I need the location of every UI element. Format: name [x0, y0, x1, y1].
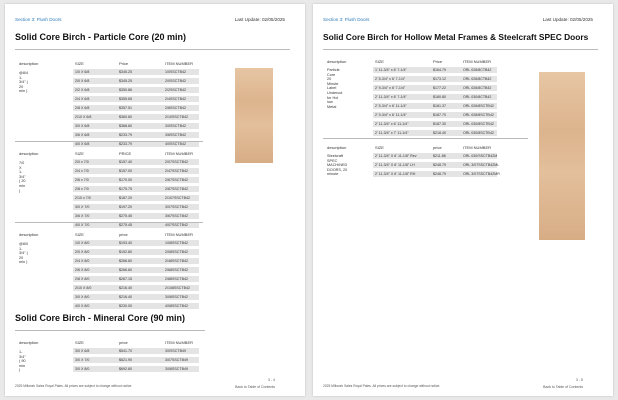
section-link[interactable]: Section 3: Flush Doors: [323, 17, 370, 22]
cell-item: 2/108SSCTB42: [165, 285, 190, 290]
cell-item: ORL 3/07SSCTB42ML: [463, 162, 500, 167]
row-description: 7/0 X 1-3/4" ( 20 min ): [19, 161, 26, 193]
cell-price: $187.70: [433, 112, 446, 117]
last-update: Last Update: 02/05/2025: [542, 17, 593, 22]
column-header-item: ITEM NUMBER: [165, 340, 193, 345]
cell-size: 2/4 X 6/8: [75, 96, 90, 101]
cell-price: $345.25: [119, 69, 132, 74]
cell-size: 2' 5-3/4" x 6' 11-1/4": [375, 103, 407, 108]
cell-item: ORL 026/8CTB42: [463, 76, 492, 81]
cell-price: $248.79: [433, 162, 446, 167]
cell-size: 2' 9-3/4" x 6' 7-1/4": [375, 85, 406, 90]
cell-item: 2/47SSCTB42: [165, 168, 188, 173]
cell-price: $216.40: [119, 294, 132, 299]
description-line: MACHINED: [327, 163, 348, 168]
cell-price: $177.22: [433, 85, 446, 90]
cell-price: $164.79: [433, 67, 446, 72]
column-header-size: SIZE: [375, 59, 384, 64]
description-line: DOORS, 20 minute: [327, 167, 348, 177]
page-header: [323, 17, 603, 22]
column-header-description: description: [327, 59, 347, 64]
cell-size: 1' 11-3/4" x 6' 7-1/4": [375, 67, 407, 72]
cell-price: $355.65: [119, 96, 132, 101]
cell-item: 3/0SSCTB42: [165, 123, 186, 128]
cell-item: ORL 026/8SCTB42: [463, 103, 494, 108]
cell-price: $266.60: [119, 267, 132, 272]
cell-size: 3/0 X 7/0: [75, 204, 90, 209]
cell-size: 2/8 x 7/0: [75, 186, 89, 191]
cell-size: 2/8 X 8/0: [75, 276, 90, 281]
cell-item: ORL 030/8CTB42: [463, 94, 492, 99]
divider: [15, 141, 203, 142]
cell-price: $266.60: [119, 258, 132, 263]
cell-item: 3/07SSCTB42: [165, 204, 188, 209]
cell-size: 3/6 X 6/8: [75, 132, 90, 137]
cell-price: $193.40: [119, 240, 132, 245]
cell-item: 2/87SSCTB42: [165, 186, 188, 191]
cell-item: ORL 3/07SSCTB42MR: [463, 171, 500, 176]
page-title: Solid Core Birch - Particle Core (20 min): [15, 32, 187, 42]
cell-item: 2/107SSCTB42: [165, 195, 190, 200]
cell-size: 2/4 x 7/0: [75, 168, 89, 173]
row-description: [327, 68, 342, 109]
column-header-price: price: [433, 145, 442, 150]
toc-link[interactable]: Back to Table of Contents: [235, 385, 275, 389]
last-update: Last Update: 02/05/2025: [234, 17, 285, 22]
cell-item: 4/08SSCTB42: [165, 303, 188, 308]
cell-item: 4/0SSCTB42: [165, 141, 186, 146]
door-image: [539, 72, 585, 240]
column-header-description: description: [19, 151, 39, 156]
column-header-size: SIZE: [75, 151, 84, 156]
cell-price: $692.80: [119, 366, 132, 371]
column-header-description: description: [19, 61, 39, 66]
cell-size: 2/10 X 8/0: [75, 285, 92, 290]
description-line: Undercut for Hol: [327, 90, 343, 100]
cell-size: 2' 11-3/4" X 6' 11-1/8" Rev: [375, 153, 417, 158]
column-header-item: ITEM NUMBER: [165, 61, 193, 66]
right-page: [313, 4, 613, 396]
cell-price: $216.40: [119, 285, 132, 290]
column-header-size: SIZE: [375, 145, 384, 150]
cell-item: 2/68SSCTB42: [165, 267, 188, 272]
description-line: Steelcraft SPEC: [327, 154, 344, 163]
cell-price: $181.37: [433, 103, 446, 108]
description-line: 20 Minute Label: [327, 77, 339, 91]
cell-size: 2/0 X 8/0: [75, 249, 90, 254]
toc-link[interactable]: Back to Table of Contents: [543, 385, 583, 389]
page-title: Solid Core Birch for Hollow Metal Frames & Steelcraft SPEC Doors: [323, 32, 589, 42]
cell-item: 2/88SSCTB42: [165, 276, 188, 281]
cell-price: $180.80: [433, 94, 446, 99]
column-header-price: price: [119, 340, 128, 345]
cell-price: $187.20: [119, 195, 132, 200]
column-header-size: SIZE: [75, 61, 84, 66]
cell-price: $233.79: [119, 141, 132, 146]
column-header-item: ITEM NUMBER: [165, 151, 193, 156]
cell-size: 3/0 X 6/8: [75, 348, 90, 353]
cell-item: 4/07SSCTB42: [165, 222, 188, 227]
cell-size: 2/10 X 6/8: [75, 114, 92, 119]
column-header-price: price: [119, 232, 128, 237]
cell-item: 3/0SSCTB49: [165, 348, 186, 353]
cell-item: 2/48SSCTB42: [165, 258, 188, 263]
left-page: [5, 4, 305, 396]
cell-size: 2' 11-3/4" x 6' 11-1/4": [375, 121, 409, 126]
column-header-description: description: [327, 145, 347, 150]
cell-price: $541.70: [119, 348, 132, 353]
cell-item: 1/0SSCTB42: [165, 69, 186, 74]
column-header-description: description: [19, 232, 39, 237]
page-header: [15, 17, 295, 22]
section-link[interactable]: Section 3: Flush Doors: [15, 17, 62, 22]
row-description: [327, 154, 347, 177]
cell-size: 2' 11-3/4" X 6' 11-1/8" RH: [375, 171, 416, 176]
cell-price: $357.51: [119, 105, 132, 110]
cell-price: $360.60: [119, 114, 132, 119]
column-header-price: Price: [119, 61, 129, 66]
cell-size: 2' 9-3/4" x 6' 11-1/4": [375, 112, 407, 117]
column-header-item: ITEM NUMBER: [165, 232, 193, 237]
cell-price: $345.25: [119, 78, 132, 83]
page-number: 3 - 4: [267, 378, 275, 382]
cell-item: 3/6SSCTB42: [165, 132, 186, 137]
cell-size: 2/0 X 6/8: [75, 78, 90, 83]
cell-price: $275.45: [119, 213, 132, 218]
cell-price: $173.12: [433, 76, 446, 81]
cell-price: $211.86: [433, 153, 446, 158]
column-header-item: ITEM NUMBER: [463, 59, 491, 64]
cell-item: 1/08SSCTB42: [165, 240, 188, 245]
cell-item: 2/0SSCTB42: [165, 78, 186, 83]
cell-item: 2/2SSCTB42: [165, 87, 186, 92]
cell-item: 2/4SSCTB42: [165, 96, 186, 101]
cell-item: ORL 028/8SCTB42: [463, 112, 494, 117]
cell-item: 3/08SSCTB42: [165, 294, 188, 299]
cell-size: 1/0 X 6/8: [75, 69, 90, 74]
cell-price: $157.40: [119, 159, 132, 164]
cell-size: 3/0 X 6/8: [75, 123, 90, 128]
cell-item: ORL 030/8SCTB42: [463, 130, 494, 135]
column-header-price: Price: [433, 59, 443, 64]
cell-price: $187.30: [433, 121, 446, 126]
cell-size: 3/0 X 8/0: [75, 366, 90, 371]
cell-item: 2/07SSCTB42: [165, 159, 188, 164]
cell-size: 2/10 x 7/0: [75, 195, 91, 200]
divider: [323, 49, 598, 50]
row-description: @8/0 1-3/4" ( 20 min ): [19, 242, 29, 265]
cell-size: 2' 11-3/4" x 7' 11-1/4": [375, 130, 409, 135]
cell-price: $368.60: [119, 123, 132, 128]
cell-item: 2/10SSCTB42: [165, 114, 188, 119]
cell-item: ORL 030/SSCTB42M: [463, 153, 498, 158]
cell-size: 3/0 X 7/0: [75, 357, 90, 362]
row-description: 1-3/4" ( 90 min ): [19, 350, 26, 373]
cell-size: 2/0 x 7/0: [75, 159, 89, 164]
cell-item: ORL 030/8SCTB42: [463, 121, 494, 126]
divider: [15, 49, 290, 50]
row-description: @8/4 1-3/4" ( 20 min ): [19, 71, 29, 94]
cell-item: 3/08SSCTB49: [165, 366, 188, 371]
cell-price: $157.00: [119, 168, 132, 173]
cell-size: 2/6 x 7/0: [75, 177, 89, 182]
cell-item: ORL 026/8CTB42: [463, 67, 492, 72]
cell-price: $275.45: [119, 222, 132, 227]
cell-size: 4/0 X 8/0: [75, 303, 90, 308]
cell-item: ORL 026/8CTB42: [463, 85, 492, 90]
footer-note: 2025 Millwork Sales Royal Pales. All prices are subject to change without notice.: [323, 384, 441, 388]
cell-size: 3/6 X 7/0: [75, 213, 90, 218]
cell-size: 4/0 X 7/0: [75, 222, 90, 227]
divider: [15, 330, 205, 331]
cell-price: $230.00: [119, 303, 132, 308]
cell-size: 2' 5-3/4" x 6' 7-1/4": [375, 76, 406, 81]
cell-price: $192.80: [119, 249, 132, 254]
cell-item: 2/8SSCTB42: [165, 105, 186, 110]
cell-price: $350.86: [119, 87, 132, 92]
cell-price: $621.90: [119, 357, 132, 362]
cell-price: $267.15: [119, 276, 132, 281]
divider: [15, 222, 203, 223]
column-header-item: ITEM NUMBER: [463, 145, 491, 150]
cell-price: $218.40: [433, 130, 446, 135]
cell-size: 2' 11-3/4" X 6' 11-1/8" LH: [375, 162, 415, 167]
column-header-price: PRICE: [119, 151, 132, 156]
cell-price: $233.79: [119, 132, 132, 137]
divider: [323, 138, 528, 139]
column-header-size: SIZE: [75, 340, 84, 345]
cell-item: 3/67SSCTB42: [165, 213, 188, 218]
cell-size: 1/0 X 8/0: [75, 240, 90, 245]
cell-price: $248.79: [433, 171, 446, 176]
footer-note: 2025 Millwork Sales Royal Pales. All prices are subject to change without notice.: [15, 384, 133, 388]
cell-size: 3/0 X 8/0: [75, 294, 90, 299]
cell-size: 2/2 X 6/8: [75, 87, 90, 92]
door-image: [235, 68, 273, 163]
cell-price: $197.20: [119, 204, 132, 209]
description-line: low Metal: [327, 100, 337, 109]
cell-price: $170.00: [119, 177, 132, 182]
page-number: 3 - 5: [575, 378, 583, 382]
section-title: Solid Core Birch - Mineral Core (90 min): [15, 313, 186, 323]
cell-item: 2/67SSCTB42: [165, 177, 188, 182]
cell-size: 2' 11-3/4" x 6' 7-1/4": [375, 94, 407, 99]
cell-size: 2/4 X 8/0: [75, 258, 90, 263]
cell-item: 2/08SSCTB42: [165, 249, 188, 254]
column-header-description: description: [19, 340, 39, 345]
cell-item: 3/07SSCTB49: [165, 357, 188, 362]
cell-size: 2/8 X 6/8: [75, 105, 90, 110]
description-line: Particle Core: [327, 68, 340, 77]
cell-size: 4/0 X 6/8: [75, 141, 90, 146]
cell-size: 2/6 X 8/0: [75, 267, 90, 272]
cell-price: $175.75: [119, 186, 132, 191]
column-header-size: SIZE: [75, 232, 84, 237]
